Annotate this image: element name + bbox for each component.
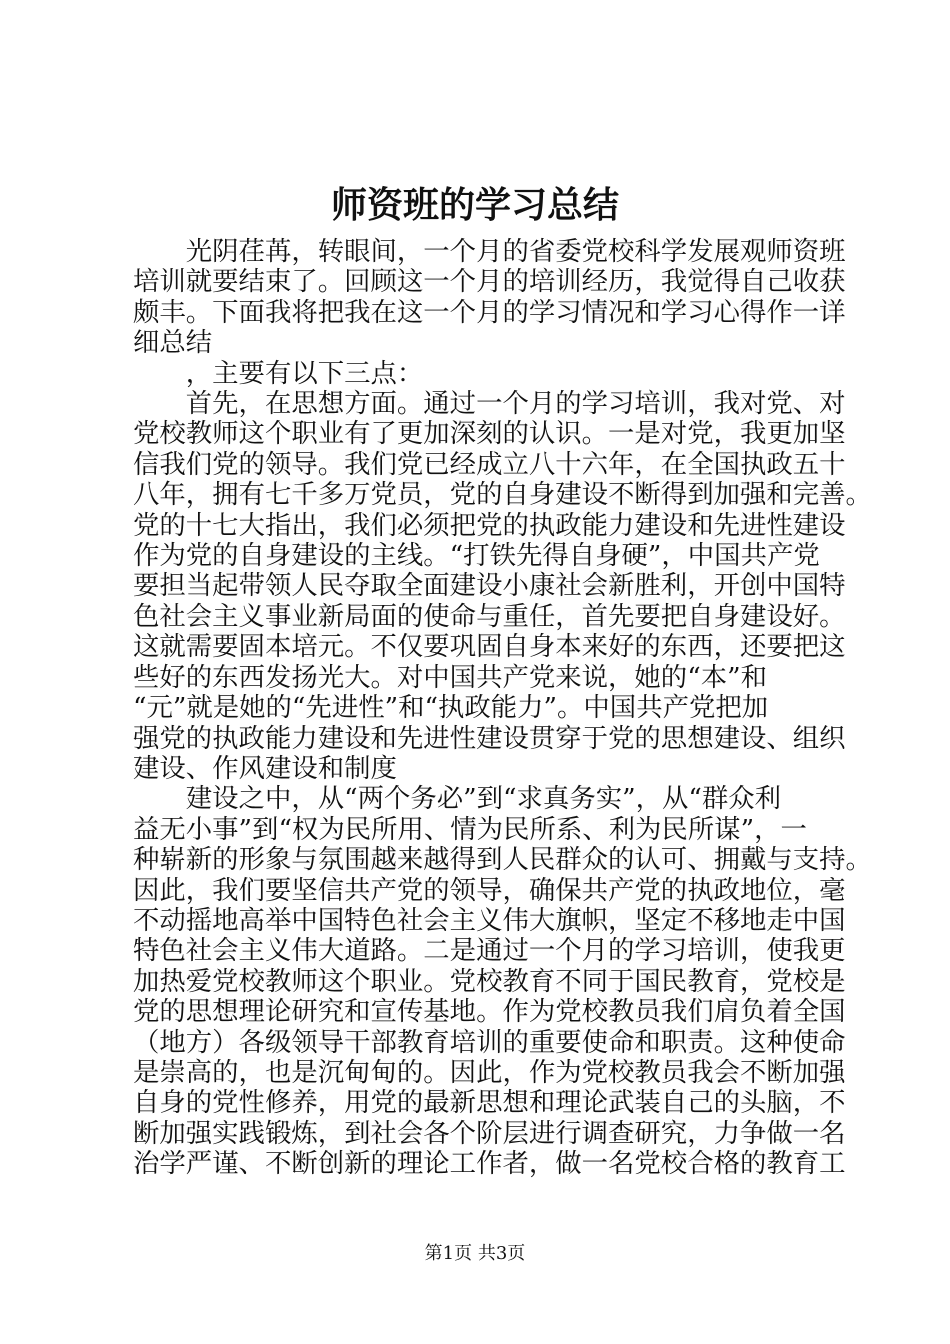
document-body [133, 236, 872, 1180]
page-footer: 第1页 共3页 [424, 1243, 526, 1264]
paragraph-intro: 光阴荏苒，转眼间，一个月的省委党校科学发展观师资班 培训就要结束了。回顾这一个月的培训经历，我觉得自己收获 颇丰。下面我将把我在这一个月的学习情况和学习心得作一详 细总结 [133, 236, 846, 359]
document-title: 师资班的学习总结 [330, 184, 619, 226]
paragraph-thought: 首先，在思想方面。通过一个月的学习培训，我对党、对 党校教师这个职业有了更加深刻的认识。一是对党，我更加坚 信我们党的领导。我们党已经成立八十六年，在全国执政五十 八年，拥有七千多万党员，党的自身建设不断得到加强和完善。 党的十七大指出，我们必须把党的执政能力建设和先进性建设 作为党的自身建设的主线。“打铁先得自身硬”，中国共产党 要担当起带领人民夺取全面建设小康社会新胜利，开创中国特 色社会主义事业新局面的使命与重任，首先要把自身建设好。 这就需要固本培元。不仅要巩固自身本来好的东西，还要把这 些好的东西发扬光大。对中国共产党来说，她的“本”和 “元”就是她的“先进性”和“执政能力”。中国共产党把加 强党的执政能力建设和先进性建设贯穿于党的思想建设、组织 建设、作风建设和制度 [133, 388, 872, 784]
paragraph-points-intro: ，主要有以下三点： [133, 357, 424, 389]
paragraph-construction: 建设之中，从“两个务必”到“求真务实”，从“群众利 益无小事”到“权为民所用、情为民所系、利为民所谋”，一 种崭新的形象与氛围越来越得到人民群众的认可、拥戴与支持。 因此，我们要坚信共产党的领导，确保共产党的执政地位，毫 不动摇地高举中国特色社会主义伟大旗帜，坚定不移地走中国 特色社会主义伟大道路。二是通过一个月的学习培训，使我更 加热爱党校教师这个职业。党校教育不同于国民教育，党校是 党的思想理论研究和宣传基地。作为党校教员我们肩负着全国 （地方）各级领导干部教育培训的重要使命和职责。这种使命 是崇高的，也是沉甸甸的。因此，作为党校教员我会不断加强 自身的党性修养，用党的最新思想和理论武装自己的头脑，不 断加强实践锻炼，到社会各个阶层进行调查研究，力争做一名 治学严谨、不断创新的理论工作者，做一名党校合格的教育工 [133, 783, 872, 1180]
